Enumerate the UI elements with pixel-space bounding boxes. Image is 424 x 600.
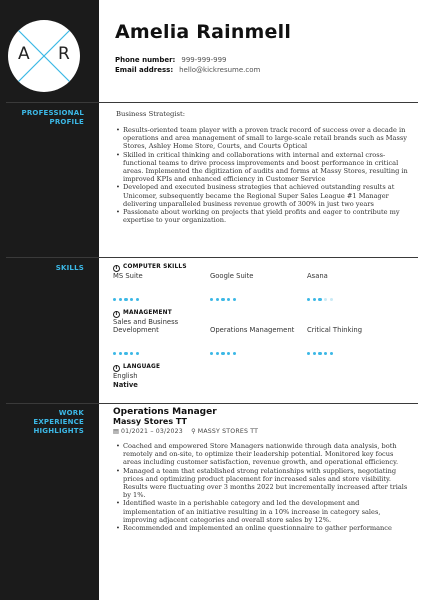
list-item: • Managed a team that established strong relationships with suppliers, negotiating prices and optimizing product placement for increased sales and store visibility. Results were fluctuating over 3 months 2022 but incrementally increased after trials by 1%. [116,467,411,500]
job-dates: 01/2021 – 03/2023 [121,428,183,435]
skill-dot [313,298,316,301]
calendar-icon: ▤ [113,428,120,435]
skill-dot [318,352,321,355]
info-circle-icon: i [113,311,120,318]
skill-group-title: LANGUAGE [123,364,161,370]
profile-subtitle: Business Strategist: [116,110,186,118]
email-row [115,66,260,75]
skill-dot [124,298,127,301]
skill-dot [307,352,310,355]
skill-dot [130,352,133,355]
skill-group-heading [113,310,172,318]
skill-name: Operations Management [210,326,295,334]
list-item: • Skilled in critical thinking and collaborations with internal and external cross-functional teams to drive process improvements and boost performance in critical areas. Implemented the digitization of audits and forms at Massy Stores, resulting in improved KPIs and enhanced efficiency in Customer Service [116,151,411,184]
skill-dot [130,298,133,301]
skill-dot [216,352,219,355]
skill-name: Sales and Business Development [113,318,179,334]
avatar-initial-last: R [58,44,70,64]
skill-level [113,286,141,290]
skill-name: MS Suite [113,272,143,280]
info-circle-icon: i [113,365,120,372]
skill-group-heading [113,264,187,272]
skill-dot [330,352,333,355]
list-item: • Identified waste in a perishable category and led the development and implementation of an initiative resulting in a 10% increase in category sales, improving adjacent categories and overall store sales by 12%. [116,499,411,524]
skill-dot [210,352,213,355]
job-company: Massy Stores TT [113,417,187,426]
skill-dot [227,352,230,355]
list-item: • Coached and empowered Store Managers nationwide through data analysis, both remotely and on-site, to optimize their leadership potential. Monitored key focus areas including customer satisfaction, revenue growth, and operational efficiency. [116,442,411,467]
phone-value: 999-999-999 [181,56,227,64]
skill-dot [324,352,327,355]
language-name: English [113,372,138,380]
job-location: MASSY STORES TT [197,428,259,435]
skill-dot [216,298,219,301]
skill-dot [233,298,236,301]
skill-dot [119,298,122,301]
skill-group-heading [113,364,160,372]
skill-dot [113,298,116,301]
list-item: • Passionate about working on projects that yield profits and eager to contribute my expertise to your organization. [116,208,411,224]
skill-level [210,340,238,344]
skill-group-title: COMPUTER SKILLS [123,264,187,270]
skill-dot [119,352,122,355]
email-label: Email address: [115,66,174,74]
skill-dot [330,298,333,301]
list-item: • Results-oriented team player with a proven track record of success over a decade in operations and area management of small to large-scale retail brands such as Massy Stores, Ashley Home Store, Courts, and Courts Optical [116,126,411,151]
skill-group-title: MANAGEMENT [123,310,172,316]
skill-dot [210,298,213,301]
email-value[interactable]: hello@kickresume.com [179,66,261,74]
skill-dot [124,352,127,355]
avatar-initial-first: A [18,44,30,64]
skill-dot [136,298,139,301]
section-label-experience: WORK EXPERIENCE HIGHLIGHTS [33,409,84,435]
avatar [8,20,80,92]
skill-dot [233,352,236,355]
skill-level [307,286,335,290]
section-label-profile: PROFESSIONAL PROFILE [21,109,84,126]
section-divider [6,403,418,404]
job-title: Operations Manager [113,407,217,417]
skill-dot [307,298,310,301]
skill-dot [113,352,116,355]
section-divider [6,102,418,103]
phone-label: Phone number: [115,56,176,64]
skill-level [307,340,335,344]
skill-name: Critical Thinking [307,326,363,334]
info-circle-icon: i [113,265,120,272]
skill-dot [227,298,230,301]
job-meta [113,428,258,435]
skill-dot [324,298,327,301]
profile-bullets [116,126,411,224]
skill-dot [136,352,139,355]
section-label-skills: SKILLS [55,264,84,272]
skill-dot [221,352,224,355]
skill-name: Asana [307,272,328,280]
skill-dot [313,352,316,355]
language-level: Native [113,381,138,389]
experience-bullets [116,442,411,532]
skill-level [210,286,238,290]
location-pin-icon: ⚲ [191,428,196,435]
skill-dot [221,298,224,301]
list-item: • Developed and executed business strategies that achieved outstanding results at Unicomer, subsequently became the Regional Super Sales League #1 Manager delivering unparalleled business revenue growth of 300% in just two years [116,183,411,208]
section-divider [6,257,418,258]
skill-name: Google Suite [210,272,254,280]
list-item: • Recommended and implemented an online questionnaire to gather performance [116,524,411,532]
skill-level [113,340,141,344]
phone-row [115,56,227,65]
skill-dot [318,298,321,301]
candidate-name: Amelia Rainmell [115,21,292,43]
